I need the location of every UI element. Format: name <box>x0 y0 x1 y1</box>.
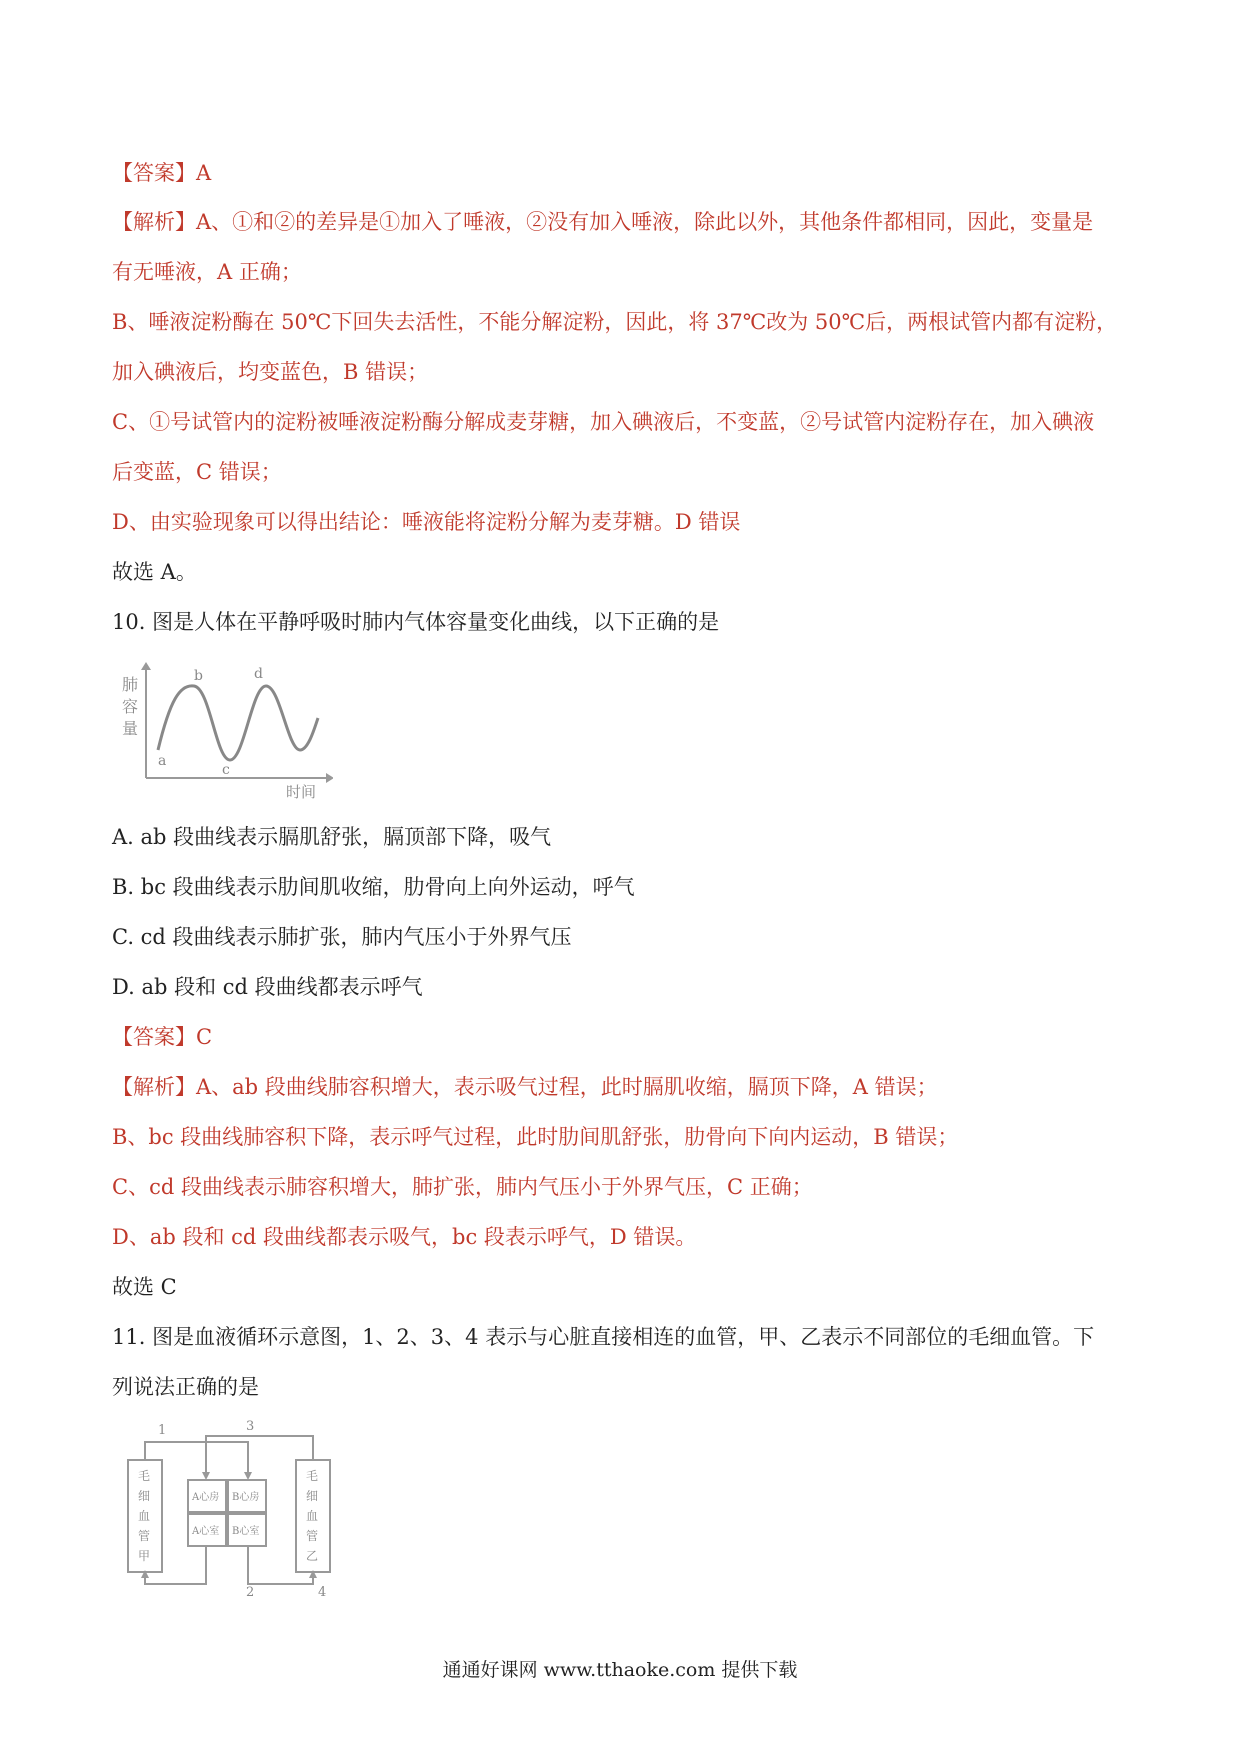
heart-label-b-ventricle: B心室 <box>232 1526 260 1537</box>
q10-stem: 10. 图是人体在平静呼吸时肺内气体容量变化曲线，以下正确的是 <box>112 610 720 634</box>
jia-char-5: 甲 <box>138 1549 151 1563</box>
jia-char-2: 细 <box>138 1489 151 1503</box>
q11-stem-line-2: 列说法正确的是 <box>112 1375 259 1399</box>
vessel-1-arrow <box>244 1472 252 1480</box>
q10-conclusion: 故选 C <box>112 1275 177 1299</box>
vessel-2 <box>145 1546 206 1584</box>
q9-analysis-line-7: D、由实验现象可以得出结论：唾液能将淀粉分解为麦芽糖。D 错误 <box>112 510 741 534</box>
jia-char-1: 毛 <box>138 1469 151 1483</box>
yi-char-1: 毛 <box>306 1469 319 1483</box>
point-d-label: d <box>254 666 263 682</box>
q9-conclusion: 故选 A。 <box>112 560 197 584</box>
point-b-label: b <box>194 668 203 684</box>
x-axis-arrow <box>326 773 333 783</box>
heart-label-b-atrium: B心房 <box>232 1492 260 1503</box>
ylabel-char-3: 量 <box>122 719 139 738</box>
heart-label-a-atrium: A心房 <box>192 1492 220 1503</box>
ylabel-char-2: 容 <box>122 697 139 716</box>
q9-analysis-line-5: C、①号试管内的淀粉被唾液淀粉酶分解成麦芽糖，加入碘液后，不变蓝，②号试管内淀粉存在，加入碘液 <box>112 410 1095 434</box>
q10-analysis-line-1: 【解析】A、ab 段曲线肺容积增大，表示吸气过程，此时膈肌收缩，膈顶下降，A 错误； <box>112 1075 938 1099</box>
jia-char-4: 管 <box>138 1529 151 1543</box>
vessel-label-2: 2 <box>246 1585 255 1600</box>
q9-analysis-line-2: 有无唾液，A 正确； <box>112 260 302 284</box>
q10-analysis-line-2: B、bc 段曲线肺容积下降，表示呼气过程，此时肋间肌舒张，肋骨向下向内运动，B 错误； <box>112 1125 959 1149</box>
yi-char-4: 管 <box>306 1529 319 1543</box>
page-footer: 通通好课网 www.tthaoke.com 提供下载 <box>442 1659 798 1681</box>
q11-stem-line-1: 11. 图是血液循环示意图，1、2、3、4 表示与心脏直接相连的血管，甲、乙表示不同部位的毛细血管。下 <box>112 1325 1095 1349</box>
q10-option-d: D. ab 段和 cd 段曲线都表示呼气 <box>112 975 423 999</box>
q10-answer: 【答案】C <box>112 1025 213 1049</box>
q10-option-c: C. cd 段曲线表示肺扩张，肺内气压小于外界气压 <box>112 925 572 949</box>
y-axis-arrow <box>141 662 151 670</box>
breathing-curve-figure <box>118 660 333 800</box>
q10-analysis-line-4: D、ab 段和 cd 段曲线都表示吸气，bc 段表示呼气，D 错误。 <box>112 1225 697 1249</box>
vessel-label-4: 4 <box>318 1585 327 1600</box>
q9-analysis-line-4: 加入碘液后，均变蓝色，B 错误； <box>112 360 429 384</box>
yi-char-2: 细 <box>306 1489 319 1503</box>
q10-analysis-line-3: C、cd 段曲线表示肺容积增大，肺扩张，肺内气压小于外界气压，C 正确； <box>112 1175 813 1199</box>
blood-circulation-figure <box>118 1420 358 1600</box>
q9-analysis-line-3: B、唾液淀粉酶在 50℃下回失去活性，不能分解淀粉，因此，将 37℃改为 50℃后，两根试管内都有淀粉， <box>112 310 1118 334</box>
q10-option-a: A. ab 段曲线表示膈肌舒张，膈顶部下降，吸气 <box>112 825 552 849</box>
q9-answer: 【答案】A <box>112 161 212 185</box>
vessel-label-1: 1 <box>158 1423 167 1438</box>
q9-analysis-line-1: 【解析】A、①和②的差异是①加入了唾液，②没有加入唾液，除此以外，其他条件都相同，因此，变量是 <box>112 210 1094 234</box>
vessel-4 <box>248 1546 313 1584</box>
vessel-label-3: 3 <box>246 1420 255 1434</box>
point-c-label: c <box>222 762 230 778</box>
point-a-label: a <box>158 753 167 769</box>
heart-label-a-ventricle: A心室 <box>192 1526 220 1537</box>
q10-option-b: B. bc 段曲线表示肋间肌收缩，肋骨向上向外运动，呼气 <box>112 875 635 899</box>
yi-char-5: 乙 <box>306 1549 319 1563</box>
vessel-3-arrow <box>202 1472 210 1480</box>
jia-char-3: 血 <box>138 1509 151 1523</box>
lung-volume-curve <box>158 686 318 760</box>
yi-char-3: 血 <box>306 1509 319 1523</box>
ylabel-char-1: 肺 <box>122 675 139 694</box>
xlabel: 时间 <box>286 783 317 800</box>
q9-analysis-line-6: 后变蓝，C 错误； <box>112 460 282 484</box>
